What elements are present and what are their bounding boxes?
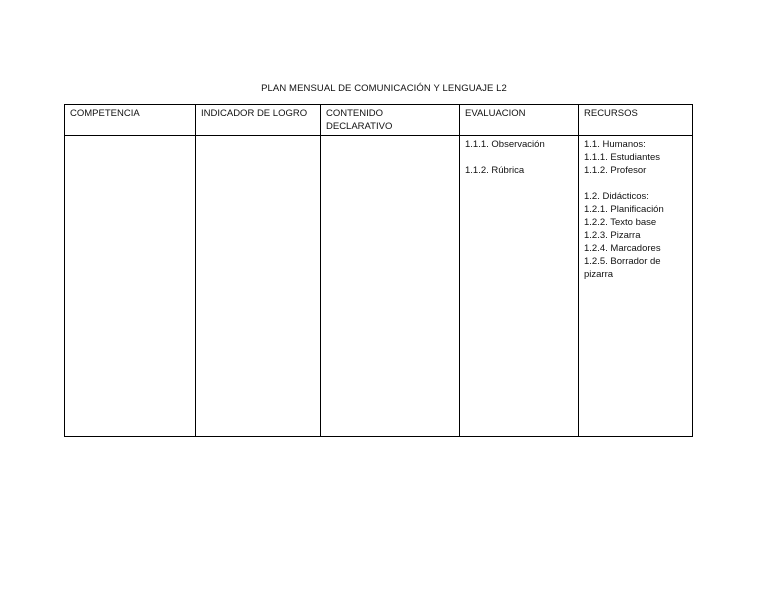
evaluacion-item-observacion: 1.1.1. Observación bbox=[465, 139, 545, 150]
document-title: PLAN MENSUAL DE COMUNICACIÓN Y LENGUAJE L2 bbox=[261, 83, 507, 94]
evaluacion-spacer bbox=[465, 151, 573, 164]
header-contenido-declarativo bbox=[321, 105, 460, 136]
header-evaluacion-label: EVALUACION bbox=[465, 108, 526, 119]
cell-indicador-de-logro bbox=[196, 136, 321, 437]
cell-competencia bbox=[65, 136, 196, 437]
recursos-item-texto-base: 1.2.2. Texto base bbox=[584, 217, 657, 228]
header-indicador-label: INDICADOR DE LOGRO bbox=[201, 108, 308, 119]
recursos-didacticos-heading: 1.2. Didácticos: bbox=[584, 191, 649, 202]
recursos-item-marcadores: 1.2.4. Marcadores bbox=[584, 243, 661, 254]
recursos-humanos-heading: 1.1. Humanos: bbox=[584, 139, 646, 150]
recursos-item-profesor: 1.1.2. Profesor bbox=[584, 165, 647, 176]
header-competencia bbox=[65, 105, 196, 136]
cell-contenido-declarativo bbox=[321, 136, 460, 437]
table-header-row bbox=[65, 105, 693, 136]
cell-recursos bbox=[579, 136, 693, 437]
header-indicador-de-logro bbox=[196, 105, 321, 136]
cell-evaluacion bbox=[460, 136, 579, 437]
header-contenido-label-line2: DECLARATIVO bbox=[326, 121, 393, 132]
recursos-item-estudiantes: 1.1.1. Estudiantes bbox=[584, 152, 661, 163]
recursos-spacer bbox=[584, 177, 687, 190]
recursos-item-borrador: 1.2.5. Borrador de pizarra bbox=[584, 256, 661, 280]
header-evaluacion bbox=[460, 105, 579, 136]
evaluacion-item-rubrica: 1.1.2. Rúbrica bbox=[465, 165, 525, 176]
recursos-item-planificacion: 1.2.1. Planificación bbox=[584, 204, 664, 215]
header-contenido-label-line1: CONTENIDO bbox=[326, 108, 383, 119]
plan-table bbox=[64, 104, 693, 437]
header-recursos bbox=[579, 105, 693, 136]
header-competencia-label: COMPETENCIA bbox=[70, 108, 140, 119]
table-row bbox=[65, 136, 693, 437]
header-recursos-label: RECURSOS bbox=[584, 108, 638, 119]
recursos-item-pizarra: 1.2.3. Pizarra bbox=[584, 230, 641, 241]
